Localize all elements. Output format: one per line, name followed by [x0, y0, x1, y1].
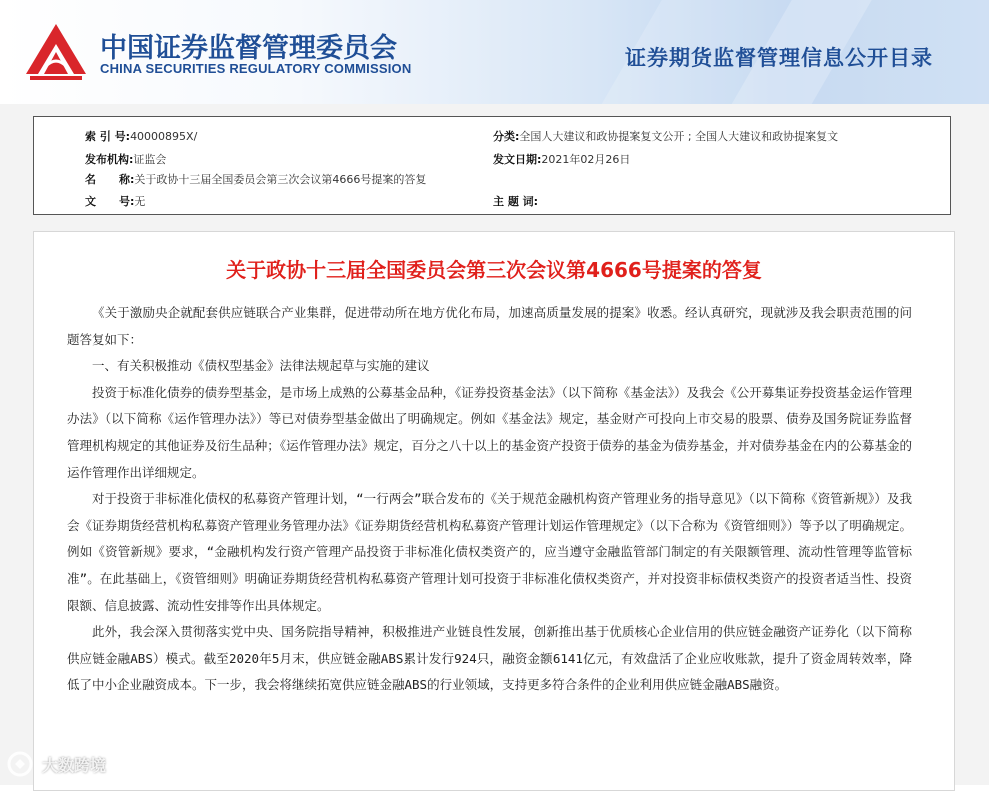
header-banner	[0, 0, 989, 104]
meta-keywords-row	[493, 193, 538, 209]
meta-date-row	[493, 151, 630, 167]
watermark	[6, 749, 106, 779]
bigdata-logo-icon	[6, 750, 36, 778]
meta-name-value: 关于政协十三届全国委员会第三次会议第4666号提案的答复	[134, 173, 427, 186]
meta-category-label: 分类:	[493, 130, 520, 143]
article-paragraph: 投资于标准化债券的债券型基金，是市场上成熟的公募基金品种，《证券投资基金法》（以下简称《基金法》）及我会《公开募集证券投资基金运作管理办法》（以下简称《运作管理办法》）等已对债券型基金做出了明确规定。例如《基金法》规定，基金财产可投向上市交易的股票、债券及国务院证券监督管理机构规定的其他证券及衍生品种；《运作管理办法》规定，百分之八十以上的基金资产投资于债券的基金为债券基金，并对债券基金在内的公募基金的运作管理作出详细规定。	[67, 384, 912, 480]
meta-category-value: 全国人大建议和政协提案复文公开 ; 全国人大建议和政协提案复文	[519, 130, 839, 143]
article-title: 关于政协十三届全国委员会第三次会议第4666号提案的答复	[226, 258, 762, 282]
meta-index-row	[85, 128, 197, 144]
article-body	[67, 300, 912, 699]
meta-date-label: 发文日期:	[493, 153, 542, 166]
meta-category-row	[493, 128, 838, 144]
meta-date-value: 2021年02月26日	[541, 153, 631, 166]
meta-keywords-label: 主 题 词:	[493, 195, 539, 208]
article-paragraph: 《关于激励央企就配套供应链联合产业集群，促进带动所在地方优化布局，加速高质量发展的提案》收悉。经认真研究，现就涉及我会职责范围的问题答复如下：	[67, 305, 912, 347]
meta-name-label-2: 称:	[119, 173, 135, 186]
watermark-text: 大数跨境	[42, 755, 107, 775]
metadata-table	[33, 116, 951, 215]
article-paragraph: 对于投资于非标准化债权的私募资产管理计划，“一行两会”联合发布的《关于规范金融机构资产管理业务的指导意见》（以下简称《资管新规》）及我会《证券期货经营机构私募资产管理业务管理办法》《证券期货经营机构私募资产管理计划运作管理规定》（以下合称为《资管细则》）等予以了明确规定。例如《资管新规》要求，“金融机构发行资产管理产品投资于非标准化债权类资产的，应当遵守金融监管部门制定的有关限额管理、流动性管理等监管标准”。在此基础上，《资管细则》明确证券期货经营机构私募资产管理计划可投资于非标准化债权类资产，并对投资非标债权类资产的投资者适当性、投资限额、信息披露、流动性安排等作出具体规定。	[67, 491, 912, 613]
article-paragraph: 此外，我会深入贯彻落实党中央、国务院指导精神，积极推进产业链良性发展，创新推出基于优质核心企业信用的供应链金融资产证券化（以下简称供应链金融ABS）模式。截至2020年5月末，供应链金融ABS累计发行924只，融资金额6141亿元，有效盘活了企业应收账款，提升了资金周转效率，降低了中小企业融资成本。下一步，我会将继续拓宽供应链金融ABS的行业领域，支持更多符合条件的企业利用供应链金融ABS融资。	[67, 624, 912, 693]
section-title[interactable]: 证券期货监督管理信息公开目录	[625, 46, 933, 70]
meta-docno-row	[85, 193, 145, 209]
meta-docno-value: 无	[134, 195, 146, 208]
meta-name-label-1: 名	[85, 173, 96, 186]
article-paragraph: 一、有关积极推动《债权型基金》法律法规起草与实施的建议	[92, 358, 430, 374]
meta-publisher-label: 发布机构:	[85, 153, 134, 166]
meta-publisher-value: 证监会	[133, 153, 167, 166]
org-name-en: CHINA SECURITIES REGULATORY COMMISSION	[100, 61, 412, 76]
org-name-cn[interactable]: 中国证券监督管理委员会	[100, 33, 397, 64]
article-panel	[33, 231, 955, 791]
meta-index-value: 40000895X/	[130, 130, 198, 143]
meta-index-label: 索 引 号:	[85, 130, 131, 143]
meta-name-row	[85, 171, 426, 187]
csrc-logo-icon[interactable]	[24, 22, 88, 82]
meta-docno-label-1: 文	[85, 195, 96, 208]
meta-publisher-row	[85, 151, 166, 167]
meta-docno-label-2: 号:	[119, 195, 135, 208]
